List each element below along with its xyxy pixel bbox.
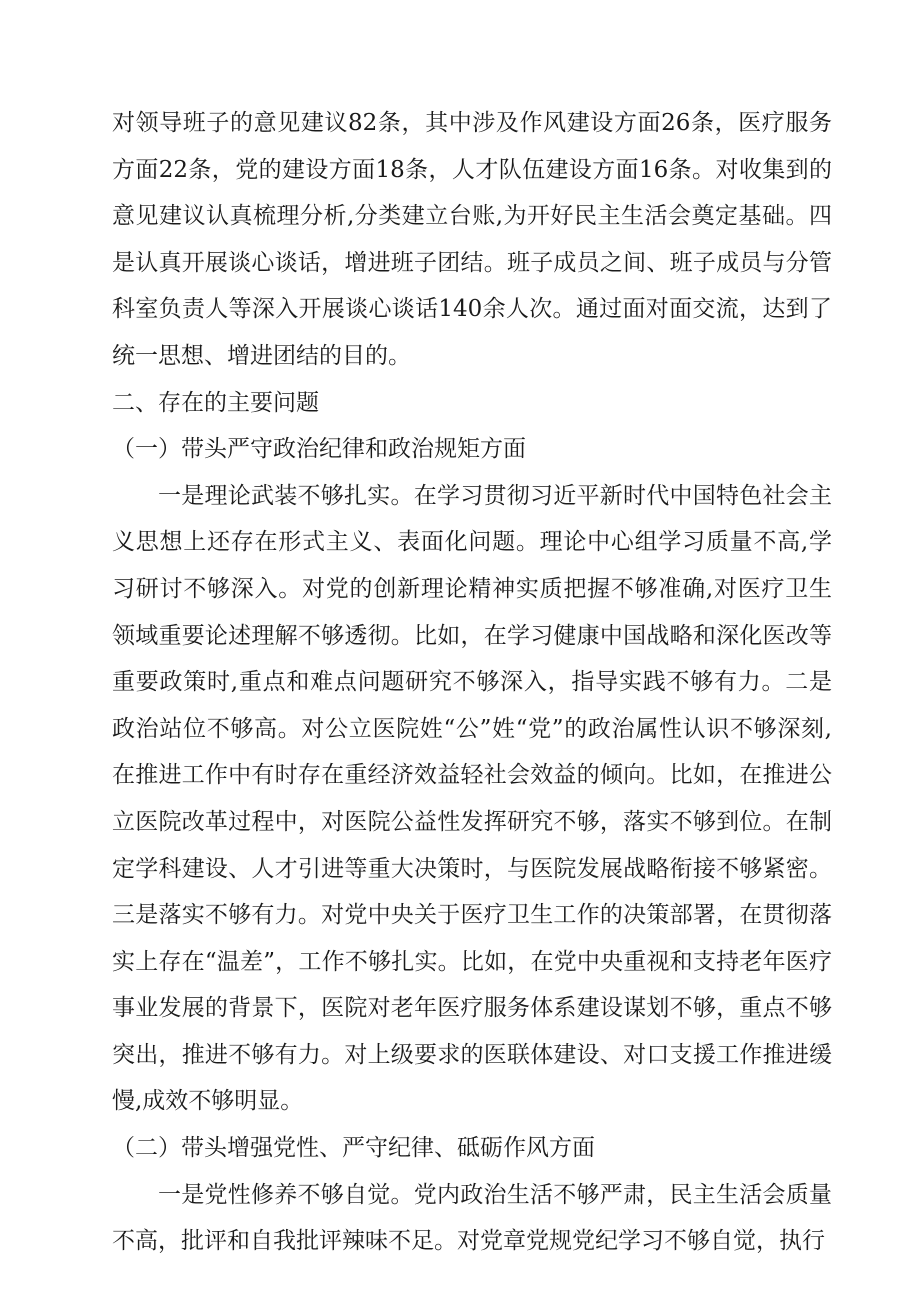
subsection-heading-1: （一）带头严守政治纪律和政治规矩方面 [112, 436, 526, 463]
subsection-heading-2: （二）带头增强党性、严守纪律、砥砺作风方面 [112, 1135, 595, 1162]
document-body [112, 100, 832, 1265]
paragraph-subsection-2: 一是党性修养不够自觉。党内政治生活不够严肃，民主生活会质量不高，批评和自我批评辣味不足。对党章党规党纪学习不够自觉，执行 [112, 1181, 832, 1255]
paragraph-subsection-1: 一是理论武装不够扎实。在学习贯彻习近平新时代中国特色社会主义思想上还存在形式主义、表面化问题。理论中心组学习质量不高,学习研讨不够深入。对党的创新理论精神实质把握不够准确,对医疗卫生领域重要论述理解不够透彻。比如，在学习健康中国战略和深化医改等重要政策时,重点和难点问题研究不够深入，指导实践不够有力。二是政治站位不够高。对公立医院姓“公”姓“党”的政治属性认识不够深刻,在推进工作中有时存在重经济效益轻社会效益的倾向。比如，在推进公立医院改革过程中，对医院公益性发挥研究不够，落实不够到位。在制定学科建设、人才引进等重大决策时，与医院发展战略衔接不够紧密。三是落实不够有力。对党中央关于医疗卫生工作的决策部署，在贯彻落实上存在“温差”，工作不够扎实。比如，在党中央重视和支持老年医疗事业发展的背景下，医院对老年医疗服务体系建设谋划不够，重点不够突出，推进不够有力。对上级要求的医联体建设、对口支援工作推进缓慢,成效不够明显。 [112, 482, 832, 1115]
section-heading: 二、存在的主要问题 [112, 389, 319, 416]
paragraph-intro: 对领导班子的意见建议82条，其中涉及作风建设方面26条，医疗服务方面22条，党的建设方面18条，人才队伍建设方面16条。对收集到的意见建议认真梳理分析,分类建立台账,为开好民主生活会奠定基础。四是认真开展谈心谈话，增进班子团结。班子成员之间、班子成员与分管科室负责人等深入开展谈心谈话140余人次。通过面对面交流，达到了统一思想、增进团结的目的。 [112, 110, 832, 369]
